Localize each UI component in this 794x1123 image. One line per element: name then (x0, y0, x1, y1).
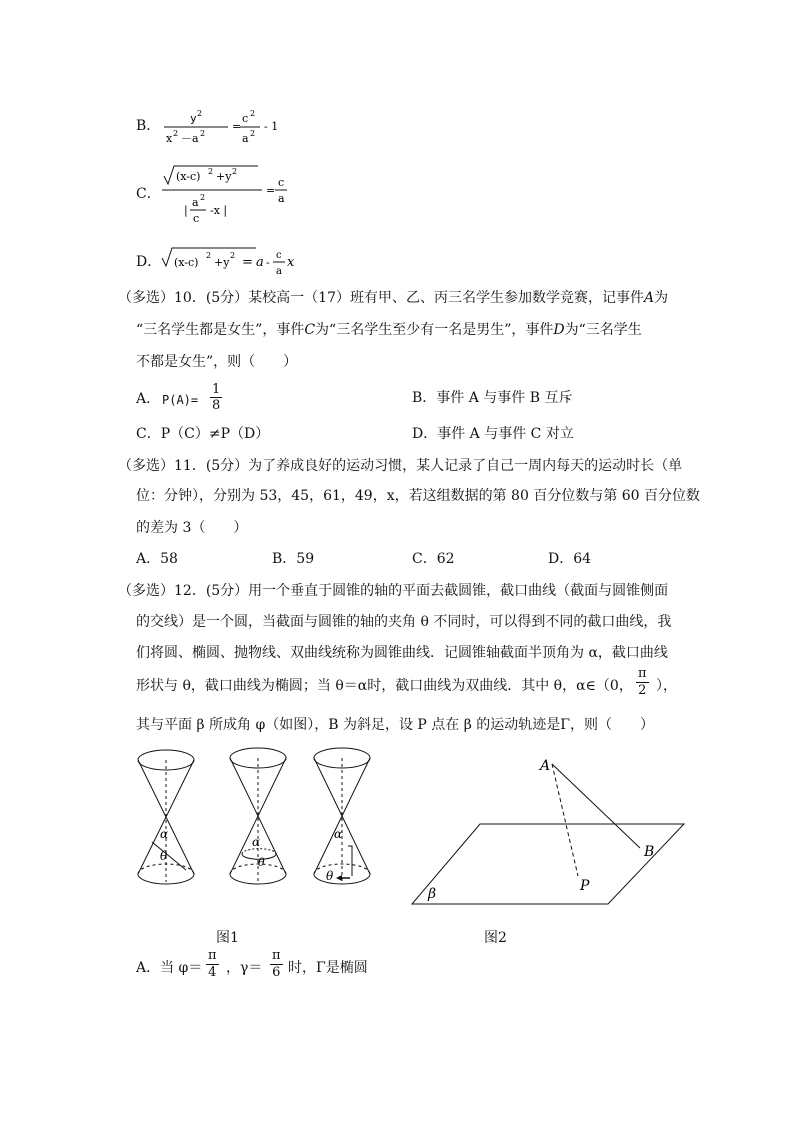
cone-3-theta: θ (326, 869, 334, 883)
svg-text:c: c (193, 212, 200, 225)
q10-line3: 不都是女生”，则（ ） (136, 354, 298, 370)
line-ap (552, 764, 578, 876)
label-a: A (540, 758, 551, 774)
q10-option-a-fraction: $\frac{1}{8}$ (212, 382, 221, 413)
svg-text:2: 2 (208, 167, 214, 176)
q10-line2: “三名学生都是女生”，事件C为“三名学生至少有一名是男生”，事件D为“三名学生 (136, 322, 642, 338)
svg-text:=: = (266, 184, 276, 197)
svg-text:2: 2 (230, 251, 236, 260)
svg-text:2: 2 (200, 193, 206, 202)
cone-1-alpha: α (160, 827, 169, 841)
figure-2-caption: 图2 (484, 930, 507, 946)
cone-1-theta: θ (160, 849, 168, 863)
svg-text:c: c (278, 176, 285, 189)
q11-option-c: C．62 (412, 551, 455, 567)
q11-option-d: D．64 (548, 551, 592, 567)
svg-text:2: 2 (232, 167, 238, 176)
svg-text:2: 2 (173, 129, 179, 138)
svg-text:－a: －a (181, 132, 199, 145)
cone-1 (138, 750, 194, 884)
cone-2 (230, 748, 286, 884)
q10-option-d: D．事件 A 与事件 C 对立 (412, 426, 574, 442)
plane-beta (412, 824, 684, 904)
figure-2-plane (404, 748, 704, 908)
q10-option-c: C．P（C）≠P（D） (136, 426, 270, 442)
q11-line1: （多选）11．(5分）为了养成良好的运动习惯，某人记录了自己一周内每天的运动时长（单 (118, 458, 683, 474)
svg-text:- 1: - 1 (264, 120, 279, 133)
q12-line3: 们将圆、椭圆、抛物线、双曲线统称为圆锥曲线．记圆锥轴截面半顶角为 α，截口曲线 (136, 645, 668, 661)
figure-1-cones (130, 742, 390, 902)
figure-1-caption: 图1 (216, 930, 239, 946)
cone-2-theta: θ (258, 856, 265, 869)
q11-option-b: B．59 (272, 551, 315, 567)
option-b-formula (160, 106, 300, 150)
svg-text:+y: +y (214, 256, 230, 269)
svg-text:a: a (276, 266, 282, 277)
label-p: P (580, 878, 590, 894)
cone-3 (314, 748, 370, 884)
option-d-formula (160, 246, 360, 282)
svg-text:(x-c): (x-c) (174, 256, 199, 269)
svg-text:-x |: -x | (210, 204, 228, 217)
svg-text:c: c (242, 112, 249, 125)
svg-text:=: = (242, 255, 253, 270)
svg-text:2: 2 (250, 109, 256, 118)
svg-text:x: x (287, 255, 295, 270)
q11-option-a: A．58 (136, 551, 178, 567)
svg-text:c: c (276, 250, 282, 261)
svg-text:2: 2 (250, 129, 256, 138)
option-b-label: B． (136, 118, 161, 134)
option-c-label: C． (136, 186, 161, 202)
svg-text:a: a (242, 132, 249, 145)
svg-text:a: a (278, 192, 285, 205)
svg-text:a: a (256, 255, 264, 270)
cone-3-alpha: α (334, 827, 343, 841)
svg-text:(x-c): (x-c) (176, 170, 201, 183)
svg-text:2: 2 (206, 251, 212, 260)
label-b: B (644, 844, 655, 860)
q12-line2: 的交线）是一个圆，当截面与圆锥的轴的夹角 θ 不同时，可以得到不同的截口曲线，我 (136, 614, 672, 630)
svg-text:x: x (166, 132, 173, 145)
svg-text:+y: +y (216, 170, 232, 183)
q12-line5: 其与平面 β 所成角 φ（如图），B 为斜足，设 P 点在 β 的运动轨迹是Γ，则（ ） (136, 717, 655, 733)
svg-text:2: 2 (197, 109, 203, 118)
svg-text:|: | (184, 204, 188, 217)
option-d-label: D． (136, 254, 162, 270)
q12-line1: （多选）12．(5分）用一个垂直于圆锥的轴的平面去截圆锥，截口曲线（截面与圆锥侧面 (118, 583, 669, 599)
q12-pi-over-2: $\frac{\pi}{2}$ (638, 666, 647, 698)
option-c-formula (160, 162, 330, 232)
svg-text:-: - (266, 256, 270, 269)
line-ab (552, 764, 640, 848)
q10-line1: （多选）10．(5分）某校高一（17）班有甲、乙、丙三名学生参加数学竞赛，记事件A为 (118, 290, 669, 306)
cone-2-alpha: α (252, 835, 261, 849)
q10-option-b: B．事件 A 与事件 B 互斥 (412, 390, 573, 406)
svg-text:2: 2 (200, 129, 206, 138)
label-beta: β (428, 886, 437, 902)
q11-line2: 位：分钟），分别为 53，45，61，49，x，若这组数据的第 80 百分位数与第 60 百分位数 (136, 488, 701, 504)
svg-text:y: y (190, 112, 197, 125)
svg-text:=: = (232, 120, 242, 133)
q12-option-a-frac1: $\frac{\pi}{4}$ (208, 948, 217, 980)
svg-text:a: a (192, 196, 199, 209)
q11-line3: 的差为 3（ ） (136, 520, 248, 536)
q12-option-a-frac2: $\frac{\pi}{6}$ (272, 948, 281, 980)
